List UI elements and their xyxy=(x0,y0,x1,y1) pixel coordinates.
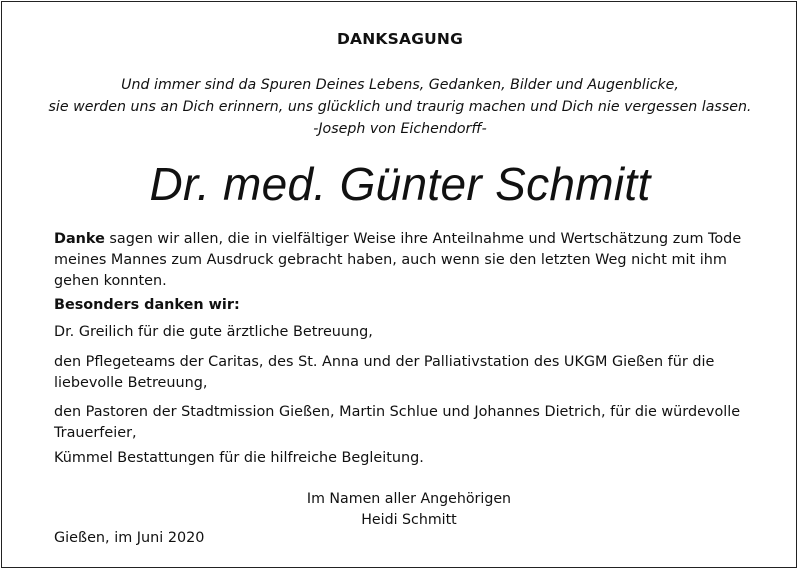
thanks-line-1: sagen wir allen, die in vielfältiger Weise ihre Anteilnahme und Wertschätzung zum Tode xyxy=(104,231,742,247)
special-item-2-line-1: den Pflegeteams der Caritas, des St. Anna und der Palliativstation des UKGM Gießen für die xyxy=(54,354,715,370)
quote-line-1: Und immer sind da Spuren Deines Lebens, Gedanken, Bilder und Augenblicke, xyxy=(121,77,679,93)
notice-heading: DANKSAGUNG xyxy=(336,30,463,48)
thanks-line-2: meines Mannes zum Ausdruck gebracht haben, auch wenn sie den letzten Weg nicht mit ihm xyxy=(54,252,727,268)
special-item-3-line-2: Trauerfeier, xyxy=(54,425,137,441)
thanks-paragraph xyxy=(54,229,754,292)
special-thanks-title: Besonders danken wir: xyxy=(54,297,240,313)
special-item-3-line-1: den Pastoren der Stadtmission Gießen, Martin Schlue und Johannes Dietrich, für die würdevolle xyxy=(54,404,741,420)
signature-line-1: Im Namen aller Angehörigen xyxy=(306,491,512,507)
signature-name: Heidi Schmitt xyxy=(361,512,457,528)
special-item-4: Kümmel Bestattungen für die hilfreiche Begleitung. xyxy=(54,450,424,466)
quote-author: -Joseph von Eichendorff- xyxy=(313,121,487,137)
thanks-lead: Danke xyxy=(54,231,105,247)
quote-block xyxy=(0,74,800,140)
signature-block xyxy=(0,489,800,531)
special-item-3 xyxy=(54,402,754,444)
special-item-2-line-2: liebevolle Betreuung, xyxy=(54,375,208,391)
special-item-1: Dr. Greilich für die gute ärztliche Betreuung, xyxy=(54,324,373,340)
place-date: Gießen, im Juni 2020 xyxy=(54,530,205,546)
thanks-line-3: gehen konnten. xyxy=(54,273,167,289)
deceased-name: Dr. med. Günter Schmitt xyxy=(149,158,651,210)
special-item-2 xyxy=(54,352,754,394)
quote-line-2: sie werden uns an Dich erinnern, uns glücklich und traurig machen und Dich nie vergessen lassen. xyxy=(48,99,752,115)
